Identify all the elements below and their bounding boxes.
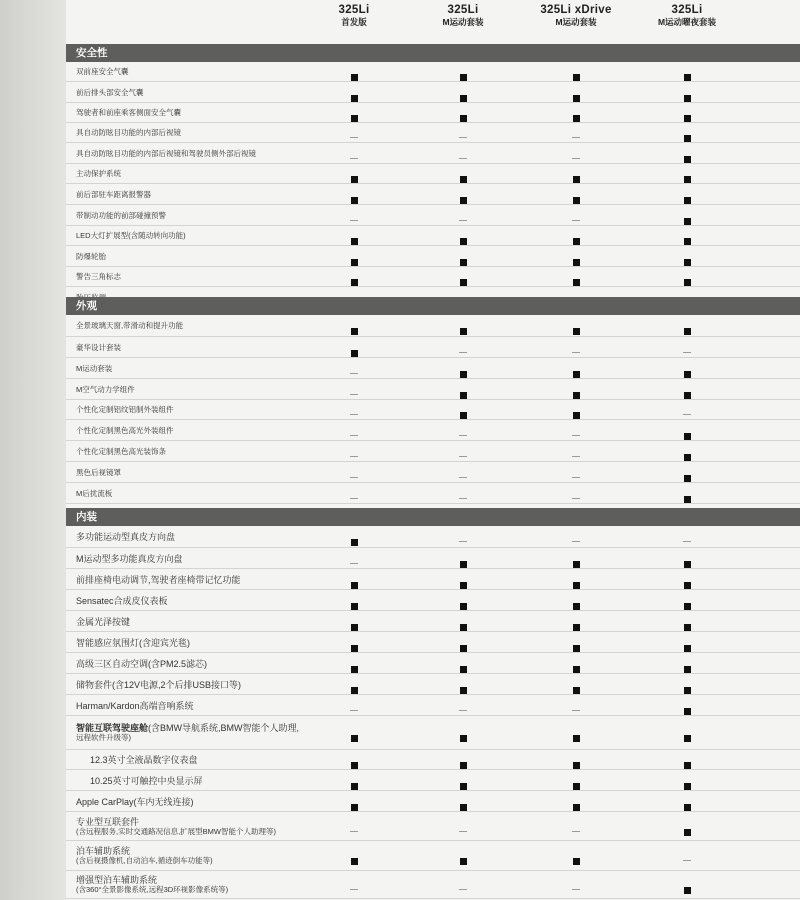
table-row [66,143,800,164]
standard-mark [684,762,691,769]
model-name: 325Li [671,4,703,16]
standard-mark [573,74,580,81]
feature-label-note: (含远程服务,实时交通路况信息,扩展型BMW智能个人助理等) [76,826,276,836]
feature-label [76,875,341,895]
feature-label [76,723,341,743]
feature-label-text: 增强型泊车辅助系统 [76,875,158,885]
standard-mark [460,279,467,286]
standard-mark [573,279,580,286]
not-available-mark [459,831,467,832]
table-row [66,184,800,205]
standard-mark [684,218,691,225]
standard-mark [573,392,580,399]
spec-cell [546,823,606,841]
feature-label [76,231,341,241]
not-available-mark [459,477,467,478]
standard-mark [460,804,467,811]
not-available-mark [350,889,358,890]
not-available-mark [459,889,467,890]
not-available-mark [459,435,467,436]
standard-mark [573,259,580,266]
feature-label [76,447,341,457]
feature-label-text: Sensatec合成皮仪表板 [76,595,168,606]
not-available-mark [459,158,467,159]
standard-mark [351,259,358,266]
not-available-mark [572,352,580,353]
not-available-mark [350,477,358,478]
feature-label [76,532,341,542]
standard-mark [573,783,580,790]
standard-mark [351,328,358,335]
feature-label-text: M空气动力学组件 [76,384,135,394]
not-available-mark [350,414,358,415]
feature-label [76,128,341,138]
feature-label [76,149,341,159]
feature-label [76,489,341,499]
feature-label [76,617,341,627]
column-heading [403,4,523,28]
spec-cell [657,852,717,870]
column-heading [627,4,747,28]
standard-mark [351,95,358,102]
feature-label-text: 驾驶者和前座乘客侧面安全气囊 [76,108,181,117]
spec-cell [546,881,606,899]
feature-label [76,364,341,374]
standard-mark [684,454,691,461]
feature-label-text: 具自动防眩目功能的内部后视镜 [76,128,181,137]
feature-label-note: (含360°全景影像系统,远程3D环视影像系统等) [76,885,229,894]
standard-mark [573,666,580,673]
table-row [66,674,800,695]
feature-label [76,108,341,118]
model-name: 325Li [338,4,370,16]
table-row [66,653,800,674]
model-name: 325Li xDrive [540,4,612,16]
table-row [66,267,800,287]
standard-mark [460,735,467,742]
table-row [66,358,800,379]
feature-label-text: 储物套件(含12V电源,2个后排USB接口等) [76,679,242,690]
standard-mark [351,645,358,652]
spec-cell [546,852,606,870]
table-row [66,62,800,82]
standard-mark [684,624,691,631]
standard-mark [351,783,358,790]
column-header [66,0,800,38]
table-row [66,611,800,632]
feature-label [76,797,341,807]
variant-name: M运动曜夜套装 [657,17,717,27]
not-available-mark [572,541,580,542]
table-row [66,226,800,246]
spec-cell [324,490,384,508]
standard-mark [684,561,691,568]
standard-mark [684,687,691,694]
table-row [66,548,800,569]
feature-label-bold: 智能互联驾驶座舱 [76,723,149,733]
standard-mark [684,666,691,673]
not-available-mark [572,889,580,890]
not-available-mark [572,498,580,499]
feature-label [90,776,355,786]
table-row [66,337,800,358]
standard-mark [684,603,691,610]
standard-mark [684,197,691,204]
table-row [66,103,800,123]
standard-mark [460,95,467,102]
standard-mark [351,603,358,610]
spec-cell [657,490,717,508]
standard-mark [460,259,467,266]
feature-label [76,67,341,77]
feature-label-text: 泊车辅助系统 [76,846,131,856]
standard-mark [351,238,358,245]
standard-mark [460,858,467,865]
feature-label-text: LED大灯扩展型(含随动转向功能) [76,231,186,240]
feature-label-text: 12.3英寸全液晶数字仪表盘 [90,755,198,765]
feature-label-text: Harman/Kardon高端音响系统 [76,700,194,711]
not-available-mark [683,352,691,353]
standard-mark [351,197,358,204]
standard-mark [351,687,358,694]
standard-mark [573,804,580,811]
table-row [66,569,800,590]
spec-cell [324,852,384,870]
standard-mark [573,115,580,122]
not-available-mark [459,456,467,457]
standard-mark [460,582,467,589]
standard-mark [573,687,580,694]
spec-cell [324,729,384,747]
standard-mark [351,858,358,865]
spec-cell [433,729,493,747]
standard-mark [573,858,580,865]
feature-label-text: 个性化定制黑色高光外装组件 [76,425,174,435]
feature-label [76,468,341,478]
not-available-mark [572,158,580,159]
standard-mark [684,238,691,245]
column-heading [516,4,636,28]
column-heading [294,4,414,28]
table-row [66,441,800,462]
section-header: 外观 [66,297,800,315]
standard-mark [684,95,691,102]
table-row [66,590,800,611]
feature-label-text: 带制动功能的前部碰撞预警 [76,210,166,220]
feature-label [76,596,341,606]
feature-label-text: 前后排头部安全气囊 [76,87,144,97]
standard-mark [684,645,691,652]
standard-mark [573,603,580,610]
table-row [66,246,800,267]
not-available-mark [572,137,580,138]
feature-label-text: 主动保护系统 [76,169,121,178]
feature-label-text: 双前座安全气囊 [76,67,129,76]
standard-mark [460,762,467,769]
standard-mark [460,176,467,183]
feature-label-note: (含后视摄像机,自动泊车,循迹倒车功能等) [76,856,213,865]
standard-mark [351,582,358,589]
standard-mark [573,176,580,183]
feature-label [76,385,341,395]
table-row [66,770,800,791]
spec-cell [324,823,384,841]
not-available-mark [459,137,467,138]
standard-mark [460,645,467,652]
feature-label-text: 10.25英寸可触控中央显示屏 [90,775,203,786]
section-header: 安全性 [66,44,800,62]
feature-label [76,426,341,436]
not-available-mark [572,710,580,711]
standard-mark [460,412,467,419]
spec-cell [657,729,717,747]
standard-mark [684,783,691,790]
not-available-mark [350,498,358,499]
feature-label-text: 具自动防眩目功能的内部后视镜和驾驶员侧外部后视镜 [76,148,256,158]
standard-mark [684,433,691,440]
standard-mark [460,371,467,378]
standard-mark [573,645,580,652]
standard-mark [460,783,467,790]
feature-label-text: 个性化定制黑色高光装饰条 [76,446,166,456]
feature-label-text: M运动型多功能真皮方向盘 [76,553,183,564]
standard-mark [573,412,580,419]
feature-label [76,817,341,837]
standard-mark [351,539,358,546]
spec-cell [324,881,384,899]
standard-mark [460,624,467,631]
standard-mark [351,115,358,122]
table-row [66,750,800,770]
standard-mark [573,197,580,204]
not-available-mark [350,137,358,138]
feature-label-text: M后扰流板 [76,488,113,498]
standard-mark [351,624,358,631]
standard-mark [351,735,358,742]
not-available-mark [350,456,358,457]
feature-label [76,680,341,690]
standard-mark [351,666,358,673]
standard-mark [573,582,580,589]
standard-mark [573,762,580,769]
standard-mark [573,371,580,378]
table-row [66,716,800,750]
feature-label-text: Apple CarPlay(车内无线连接) [76,796,194,807]
feature-label-text: 豪华设计套装 [76,342,121,352]
feature-label-note: 远程软件升级等) [76,733,131,742]
feature-label [76,701,341,711]
standard-mark [351,176,358,183]
feature-label-text: 专业型互联套件 [76,816,140,827]
not-available-mark [350,563,358,564]
not-available-mark [459,352,467,353]
feature-label [76,575,341,585]
standard-mark [684,371,691,378]
feature-label-text: M运动套装 [76,363,113,373]
standard-mark [460,115,467,122]
model-name: 325Li [447,4,479,16]
table-row [66,315,800,337]
standard-mark [684,804,691,811]
standard-mark [460,74,467,81]
spec-cell [657,823,717,841]
not-available-mark [572,831,580,832]
not-available-mark [350,394,358,395]
table-row [66,483,800,504]
standard-mark [460,687,467,694]
not-available-mark [350,710,358,711]
standard-mark [684,259,691,266]
standard-mark [573,238,580,245]
feature-label-text: 高级三区自动空调(含PM2.5滤芯) [76,658,208,669]
feature-label-text: (含BMW导航系统,BMW智能个人助理, [148,723,300,733]
standard-mark [460,197,467,204]
standard-mark [684,279,691,286]
table-row [66,632,800,653]
spec-cell [433,881,493,899]
not-available-mark [350,220,358,221]
standard-mark [351,74,358,81]
feature-label [76,343,341,353]
standard-mark [684,156,691,163]
standard-mark [573,624,580,631]
feature-label [76,638,341,648]
feature-label [76,659,341,669]
spec-cell [433,823,493,841]
standard-mark [351,350,358,357]
standard-mark [573,735,580,742]
standard-mark [684,115,691,122]
variant-name: M运动套装 [442,17,484,27]
feature-label [76,88,341,98]
feature-label [76,405,341,415]
standard-mark [460,603,467,610]
feature-label [76,846,341,866]
not-available-mark [350,373,358,374]
feature-label-text: 多功能运动型真皮方向盘 [76,532,176,542]
standard-mark [684,328,691,335]
standard-mark [460,666,467,673]
feature-label [76,211,341,221]
spec-cell [546,729,606,747]
feature-label [76,252,341,262]
standard-mark [684,829,691,836]
standard-mark [684,392,691,399]
not-available-mark [459,498,467,499]
feature-label-text: 全景玻璃天窗,带滑动和提升功能 [76,321,184,330]
feature-label-text: 黑色后视镜罩 [76,467,121,477]
not-available-mark [572,456,580,457]
not-available-mark [683,860,691,861]
variant-name: M运动套装 [555,17,597,27]
spec-cell [433,490,493,508]
standard-mark [684,475,691,482]
feature-label [76,321,341,331]
standard-mark [351,762,358,769]
not-available-mark [350,435,358,436]
standard-mark [684,496,691,503]
not-available-mark [683,414,691,415]
standard-mark [573,328,580,335]
not-available-mark [350,158,358,159]
spec-sheet-page [66,0,800,900]
standard-mark [684,582,691,589]
standard-mark [573,561,580,568]
table-row [66,526,800,548]
feature-label-text: 警告三角标志 [76,272,121,281]
feature-label-text: 前排座椅电动调节,驾驶者座椅带记忆功能 [76,574,241,585]
feature-label [90,755,355,765]
not-available-mark [459,220,467,221]
feature-label-text: 智能感应氛围灯(含迎宾光毯) [76,637,190,648]
feature-label-text: 防爆轮胎 [76,251,106,261]
standard-mark [460,392,467,399]
not-available-mark [572,220,580,221]
table-row [66,462,800,483]
feature-label-text: 前后部驻车距离报警器 [76,189,151,199]
table-row [66,420,800,441]
feature-label-text: 个性化定制铝纹铝制外装组件 [76,405,174,414]
table-row [66,82,800,103]
standard-mark [684,708,691,715]
standard-mark [684,74,691,81]
table-row [66,791,800,812]
feature-label [76,169,341,179]
page-margin [0,0,66,900]
table-row [66,871,800,899]
standard-mark [460,238,467,245]
feature-label-text: 金属光泽按键 [76,616,131,627]
spec-cell [433,852,493,870]
not-available-mark [459,710,467,711]
standard-mark [460,328,467,335]
variant-name: 首发版 [341,17,367,27]
not-available-mark [572,435,580,436]
table-row [66,379,800,400]
spec-cell [657,881,717,899]
standard-mark [351,804,358,811]
standard-mark [684,135,691,142]
table-row [66,205,800,226]
standard-mark [684,735,691,742]
feature-label [76,190,341,200]
feature-label [76,272,341,282]
not-available-mark [572,477,580,478]
feature-label [76,554,341,564]
standard-mark [684,176,691,183]
section-header: 内装 [66,508,800,526]
table-row [66,695,800,716]
not-available-mark [459,541,467,542]
standard-mark [351,279,358,286]
not-available-mark [350,831,358,832]
table-row [66,400,800,420]
table-row [66,841,800,871]
table-row [66,164,800,184]
standard-mark [573,95,580,102]
not-available-mark [683,541,691,542]
table-row [66,812,800,841]
spec-cell [546,490,606,508]
standard-mark [460,561,467,568]
table-row [66,123,800,143]
standard-mark [684,887,691,894]
